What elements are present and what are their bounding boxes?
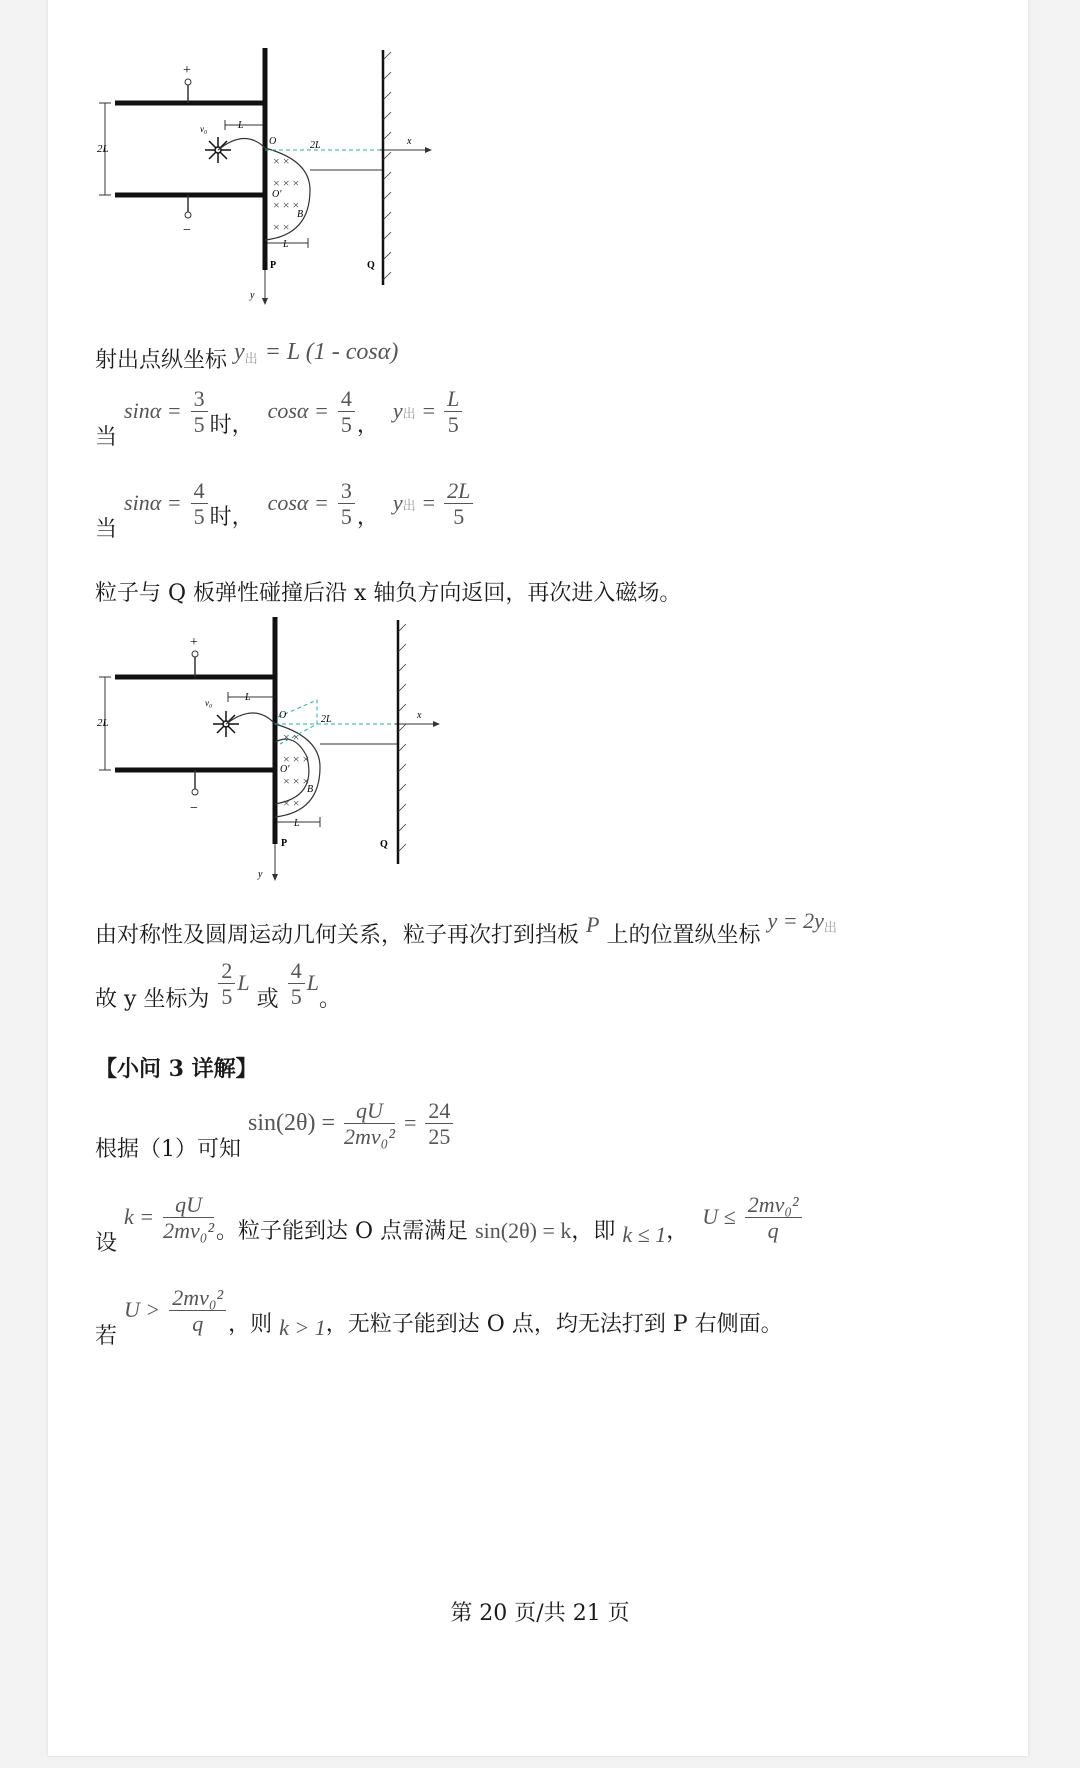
page-footer: 第 20 页/共 21 页 [450, 1601, 630, 1626]
svg-text:P: P [270, 260, 277, 271]
if-U-line: 若 U > $\frac{\text{2mv₀²}}{q}$ ，则 k > 1，无粒子能到达 O 点，均无法打到 P 右侧面。 [95, 1285, 783, 1349]
svg-text:x: x [417, 710, 422, 721]
svg-text:L: L [283, 239, 289, 250]
svg-text:L: L [238, 120, 244, 131]
physics-diagram-1 [95, 40, 455, 310]
svg-text:2L: 2L [310, 140, 321, 151]
svg-text:× × ×: × × × [273, 176, 300, 190]
svg-text:2L: 2L [321, 714, 332, 725]
svg-text:v₀: v₀ [205, 698, 213, 708]
bounce-text: 粒子与 Q 板弹性碰撞后沿 x 轴负方向返回，再次进入磁场。 [95, 581, 682, 606]
svg-text:× ×: × × [283, 730, 300, 744]
svg-text:B: B [297, 209, 304, 220]
svg-text:y: y [250, 290, 255, 301]
svg-text:x: x [407, 136, 412, 147]
svg-text:× ×: × × [283, 796, 300, 810]
exit-coord-line: 射出点纵坐标 $y^出 = L$ (1 - cosα) [95, 339, 399, 373]
case-2-line: 当 sinα = $\frac{4}{5}$ 时， cosα = $\frac{3}{5}$ ， y出 = $\frac{2L}{5}$ [95, 478, 475, 541]
section-header: 【小问 3 详解】 [95, 1056, 258, 1082]
svg-text:L: L [245, 692, 251, 703]
y-coord-line: 故 y 坐标为 $\frac{2}{5}$ L 或 $\frac{4}{5}$ L。 [95, 958, 341, 1012]
symmetry-line: 由对称性及圆周运动几何关系，粒子再次打到挡板 P 上的位置纵坐标 $y = 2y^出$ [95, 908, 837, 948]
case-1-line: 当 sinα = $\frac{3}{5}$ 时， cosα = $\frac{4}{5}$ ， y出 = $\frac{L}{5}$ [95, 386, 464, 449]
svg-text:P: P [281, 838, 288, 849]
according-line: 根据（1）可知 sin(2θ) = $\frac{qU}{\text{2mv₀²}}$ = $\frac{24}{25}$ [95, 1098, 455, 1161]
svg-text:× × ×: × × × [283, 774, 310, 788]
set-k-line: 设 k = $\frac{qU}{\text{2mv₀²}}$ 。粒子能到达 O 点需满足 sin(2θ) = k，即 k ≤ 1， U ≤ $\frac{\text{2mv₀²}}{q}$ [95, 1192, 804, 1255]
svg-text:O': O' [280, 764, 290, 775]
plus-label: + [183, 63, 191, 78]
svg-text:−: − [190, 801, 198, 816]
svg-text:Q: Q [367, 260, 375, 271]
svg-text:L: L [294, 818, 300, 829]
svg-text:O: O [269, 136, 277, 147]
svg-text:2L: 2L [97, 717, 109, 729]
svg-text:× ×: × × [273, 154, 290, 168]
minus-label: − [183, 223, 191, 238]
svg-text:O: O [279, 710, 287, 721]
svg-text:× × ×: × × × [283, 752, 310, 766]
physics-diagram-2 [95, 612, 455, 887]
svg-text:O': O' [272, 189, 282, 200]
svg-text:v₀: v₀ [200, 124, 208, 134]
svg-text:y: y [258, 869, 263, 880]
svg-text:× × ×: × × × [273, 198, 300, 212]
svg-text:× ×: × × [273, 220, 290, 234]
svg-text:B: B [307, 784, 314, 795]
svg-text:Q: Q [380, 839, 388, 850]
gap-label: 2L [97, 143, 109, 155]
svg-text:+: + [190, 635, 198, 650]
